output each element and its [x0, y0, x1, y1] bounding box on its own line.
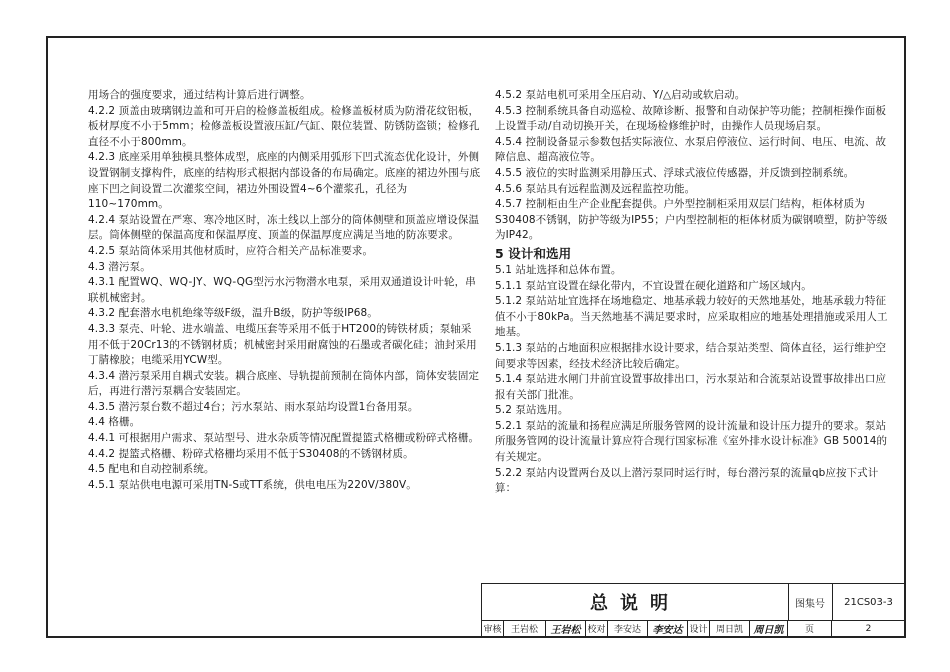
paragraph: 4.4.1 可根据用户需求、泵站型号、进水杂质等情况配置提篮式格栅或粉碎式格栅。 [88, 432, 480, 445]
paragraph: 4.4.2 提篮式格栅、粉碎式格栅均采用不低于S30408的不锈钢材质。 [88, 447, 414, 460]
section-title: 5.2 泵站选用。 [495, 404, 569, 417]
paragraph: 4.3.5 潜污泵台数不超过4台；污水泵站、雨水泵站均设置1台备用泵。 [88, 400, 419, 413]
section-title: 4.4 格栅。 [88, 416, 141, 429]
paragraph: 5.1.2 泵站站址宜选择在场地稳定、地基承载力较好的天然地基处，地基承载力特征值不小于80kPa。当天然地基不满足要求时，应采取相应的地基处理措施或采用人工地基。 [495, 295, 888, 339]
paragraph: 4.3.3 泵壳、叶轮、进水端盖、电缆压套等采用不低于HT200的铸铁材质；泵轴采用不低于20Cr13的不锈钢材质；机械密封采用耐腐蚀的石墨或者碳化硅；油封采用丁腈橡胶；电缆采用YCW型。 [88, 322, 477, 367]
atlas-number-label: 图集号 [788, 584, 833, 620]
paragraph: 4.5.5 液位的实时监测采用静压式、浮球式液位传感器，并反馈到控制系统。 [495, 166, 855, 179]
paragraph: 5.2.2 泵站内设置两台及以上潜污泵同时运行时，每台潜污泵的流量qb应按下式计算： [495, 466, 879, 495]
paragraph: 用场合的强度要求，通过结构计算后进行调整。 [88, 89, 311, 101]
paragraph: 4.2.2 顶盖由玻璃钢边盖和可开启的检修盖板组成。检修盖板材质为防滑花纹铝板，板材厚度不小于5mm；检修盖板设置液压缸/气缸、限位装置、防锈防盗锁；检修孔直径不小于800mm。 [88, 104, 480, 148]
design-name: 周日凯 [710, 620, 750, 637]
check-label: 校对 [586, 620, 608, 637]
paragraph: 5.2.1 泵站的流量和扬程应满足所服务管网的设计流量和设计压力提升的要求。泵站所服务管网的设计流量计算应符合现行国家标准《室外排水设计标准》GB 50014的有关规定。 [495, 419, 888, 464]
section-title: 5.1 站址选择和总体布置。 [495, 263, 622, 276]
review-signature: 王岩松 [546, 620, 586, 637]
paragraph: 4.5.4 控制设备显示参数包括实际液位、水泵启停液位、运行时间、电压、电流、故障信息、超高液位等。 [495, 135, 887, 164]
left-text-column [88, 88, 481, 493]
paragraph: 4.3.2 配套潜水电机绝缘等级F级，温升B级，防护等级IP68。 [88, 307, 378, 320]
drawing-title: 总说明 [482, 584, 789, 620]
section-title: 4.5 配电和自动控制系统。 [88, 463, 215, 476]
check-name: 李安达 [608, 620, 648, 637]
paragraph: 4.2.5 泵站筒体采用其他材质时，应符合相关产品标准要求。 [88, 244, 374, 257]
title-block [481, 583, 906, 638]
review-name: 王岩松 [504, 620, 546, 637]
design-signature: 周日凯 [750, 620, 788, 637]
check-signature: 李安达 [648, 620, 688, 637]
page-number: 2 [865, 623, 872, 634]
paragraph: 4.3.1 配置WQ、WQ-JY、WQ-QG型污水污物潜水电泵，采用双通道设计叶轮，串联机械密封。 [88, 276, 476, 304]
paragraph: 4.5.3 控制系统具备自动巡检、故障诊断、报警和自动保护等功能；控制柜操作面板上设置手动/自动切换开关，在现场检修维护时，由操作人员现场启泵。 [495, 104, 887, 133]
paragraph: 5.1.3 泵站的占地面积应根据排水设计要求，结合泵站类型、筒体直径，运行维护空间要求等因素，经技术经济比较后确定。 [495, 341, 887, 370]
paragraph: 4.2.3 底座采用单独模具整体成型，底座的内侧采用弧形下凹式流态优化设计，外侧设置钢制支撑构件，底座的结构形式根据内部设备的布局确定。底座的裙边外围与底座下凹之间设置二次灌浆空间，裙边外围设置4~6个灌浆孔，孔径为110~170mm。 [88, 151, 481, 211]
section-title: 4.3 潜污泵。 [88, 260, 151, 273]
atlas-number: 21CS03-3 [844, 596, 893, 608]
review-label: 审核 [482, 620, 504, 637]
paragraph: 5.1.1 泵站宜设置在绿化带内，不宜设置在硬化道路和广场区域内。 [495, 279, 812, 292]
paragraph: 4.5.7 控制柜由生产企业配套提供。户外型控制柜采用双层门结构，柜体材质为S30408不锈钢，防护等级为IP55；户内型控制柜的柜体材质为碳钢喷塑，防护等级为IP42。 [495, 198, 888, 242]
paragraph: 4.2.4 泵站设置在严寒、寒冷地区时，冻土线以上部分的筒体侧壁和顶盖应增设保温层。筒体侧壁的保温高度和保温厚度、顶盖的保温厚度应满足当地的防冻要求。 [88, 213, 480, 242]
chapter-heading: 5 设计和选用 [495, 245, 572, 261]
paragraph: 4.5.1 泵站供电电源可采用TN-S或TT系统，供电电压为220V/380V。 [88, 478, 417, 491]
title-block-signature-row [482, 620, 906, 637]
paragraph: 4.5.2 泵站电机可采用全压启动、Y/△启动或软启动。 [495, 89, 746, 101]
right-text-column [495, 88, 888, 497]
page-label: 页 [788, 620, 832, 637]
paragraph: 5.1.4 泵站进水闸门井前宜设置事故排出口，污水泵站和合流泵站设置事故排出口应报有关部门批准。 [495, 373, 887, 401]
paragraph: 4.5.6 泵站具有远程监测及远程监控功能。 [495, 182, 696, 195]
design-label: 设计 [688, 620, 710, 637]
title-block-top-row [482, 584, 906, 621]
paragraph: 4.3.4 潜污泵采用自耦式安装。耦合底座、导轨提前预制在筒体内部，筒体安装固定后，再进行潜污泵耦合安装固定。 [88, 369, 480, 398]
